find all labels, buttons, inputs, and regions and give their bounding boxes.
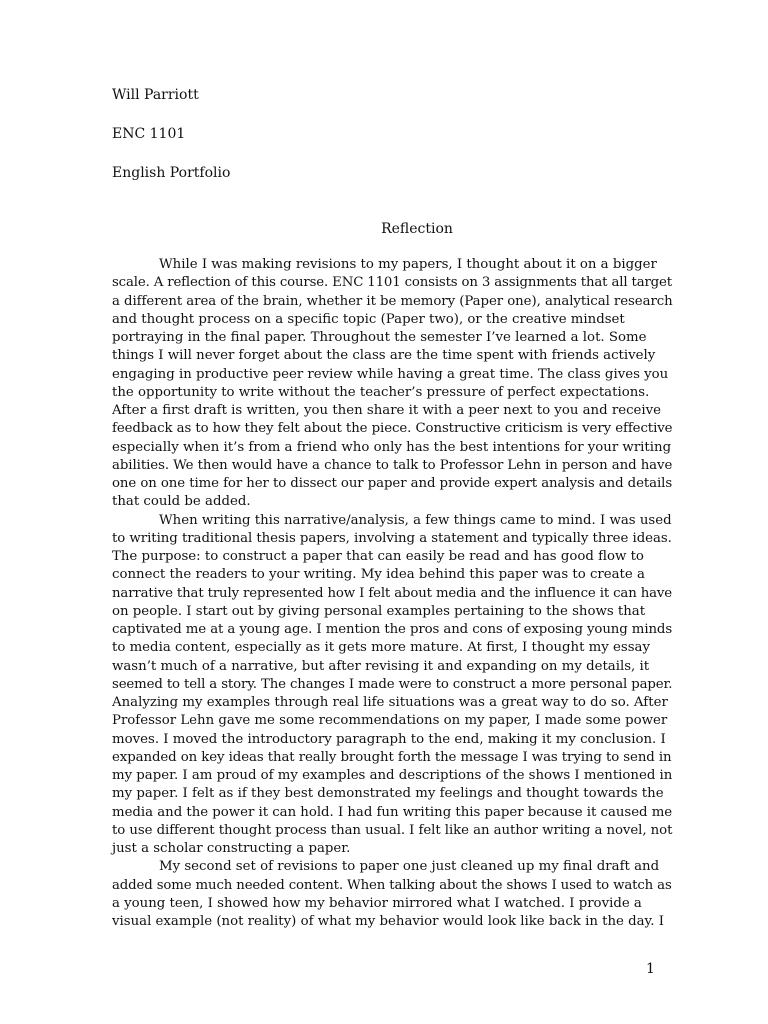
body-line: feedback as to how they felt about the piece. Constructive criticism is very effective (112, 421, 673, 437)
body-line: expanded on key ideas that really brought forth the message I was trying to send in (112, 749, 672, 765)
body-line: and thought process on a specific topic (Paper two), or the creative mindset (112, 311, 625, 327)
body-line: The purpose: to construct a paper that can easily be read and has good flow to (112, 549, 644, 564)
body-line: portraying in the final paper. Throughout the semester I’ve learned a lot. Some (112, 330, 647, 345)
body-line: my paper. I felt as if they best demonstrated my feelings and thought towards the (112, 786, 664, 802)
body-line: things I will never forget about the class are the time spent with friends actively (112, 348, 656, 364)
body-line: that could be added. (112, 494, 251, 510)
document-body (112, 256, 672, 931)
body-line: to writing traditional thesis papers, involving a statement and typically three ideas. (112, 530, 672, 546)
body-line: engaging in productive peer review while having a great time. The class gives you (112, 366, 669, 382)
body-line: one on one time for her to dissect our paper and provide expert analysis and details (112, 476, 673, 491)
body-line: connect the readers to your writing. My idea behind this paper was to create a (112, 567, 645, 583)
body-line: Professor Lehn gave me some recommendations on my paper, I made some power (112, 713, 668, 729)
body-line: moves. I moved the introductory paragraph to the end, making it my conclusion. I (112, 731, 666, 747)
body-line: to use different thought process than usual. I felt like an author writing a novel, not (112, 822, 673, 838)
body-line: captivated me at a young age. I mention the pros and cons of exposing young minds (112, 622, 673, 637)
body-line: Analyzing my examples through real life situations was a great way to do so. After (112, 695, 668, 710)
course-code: ENC 1101 (112, 126, 186, 142)
body-line: the opportunity to write without the teacher’s pressure of perfect expectations. (112, 384, 650, 400)
document-header (112, 86, 652, 182)
body-line: to media content, especially as it gets more mature. At first, I thought my essay (112, 640, 650, 656)
body-line: While I was making revisions to my papers, I thought about it on a bigger (159, 257, 657, 272)
body-line: on people. I start out by giving personal examples pertaining to the shows that (112, 603, 646, 619)
author-name: Will Parriott (112, 87, 199, 103)
body-line: seemed to tell a story. The changes I made were to construct a more personal paper. (112, 676, 673, 692)
body-line: After a first draft is written, you then share it with a peer next to you and receive (112, 403, 662, 418)
body-line: a young teen, I showed how my behavior mirrored what I watched. I provide a (112, 895, 642, 911)
body-line: especially when it’s from a friend who only has the best intentions for your writing (112, 439, 672, 455)
body-line: media and the power it can hold. I had fun writing this paper because it caused me (112, 804, 673, 820)
assignment-name: English Portfolio (112, 165, 231, 181)
body-line: my paper. I am proud of my examples and descriptions of the shows I mentioned in (112, 768, 673, 783)
document-title: Reflection (381, 221, 453, 237)
body-line: My second set of revisions to paper one just cleaned up my final draft and (159, 859, 660, 875)
body-line: scale. A reflection of this course. ENC 1101 consists on 3 assignments that all target (112, 275, 672, 291)
body-line: wasn’t much of a narrative, but after revising it and expanding on my details, it (112, 658, 650, 674)
body-line: narrative that truly represented how I felt about media and the influence it can have (112, 585, 673, 601)
body-line: a different area of the brain, whether it be memory (Paper one), analytical research (112, 293, 673, 309)
body-line: abilities. We then would have a chance to talk to Professor Lehn in person and have (112, 457, 673, 473)
page-number: 1 (646, 961, 655, 977)
body-line: When writing this narrative/analysis, a few things came to mind. I was used (159, 512, 672, 528)
body-line: added some much needed content. When talking about the shows I used to watch as (112, 877, 672, 893)
body-line: visual example (not reality) of what my behavior would look like back in the day. I (112, 914, 665, 929)
body-line: just a scholar constructing a paper. (112, 841, 351, 856)
